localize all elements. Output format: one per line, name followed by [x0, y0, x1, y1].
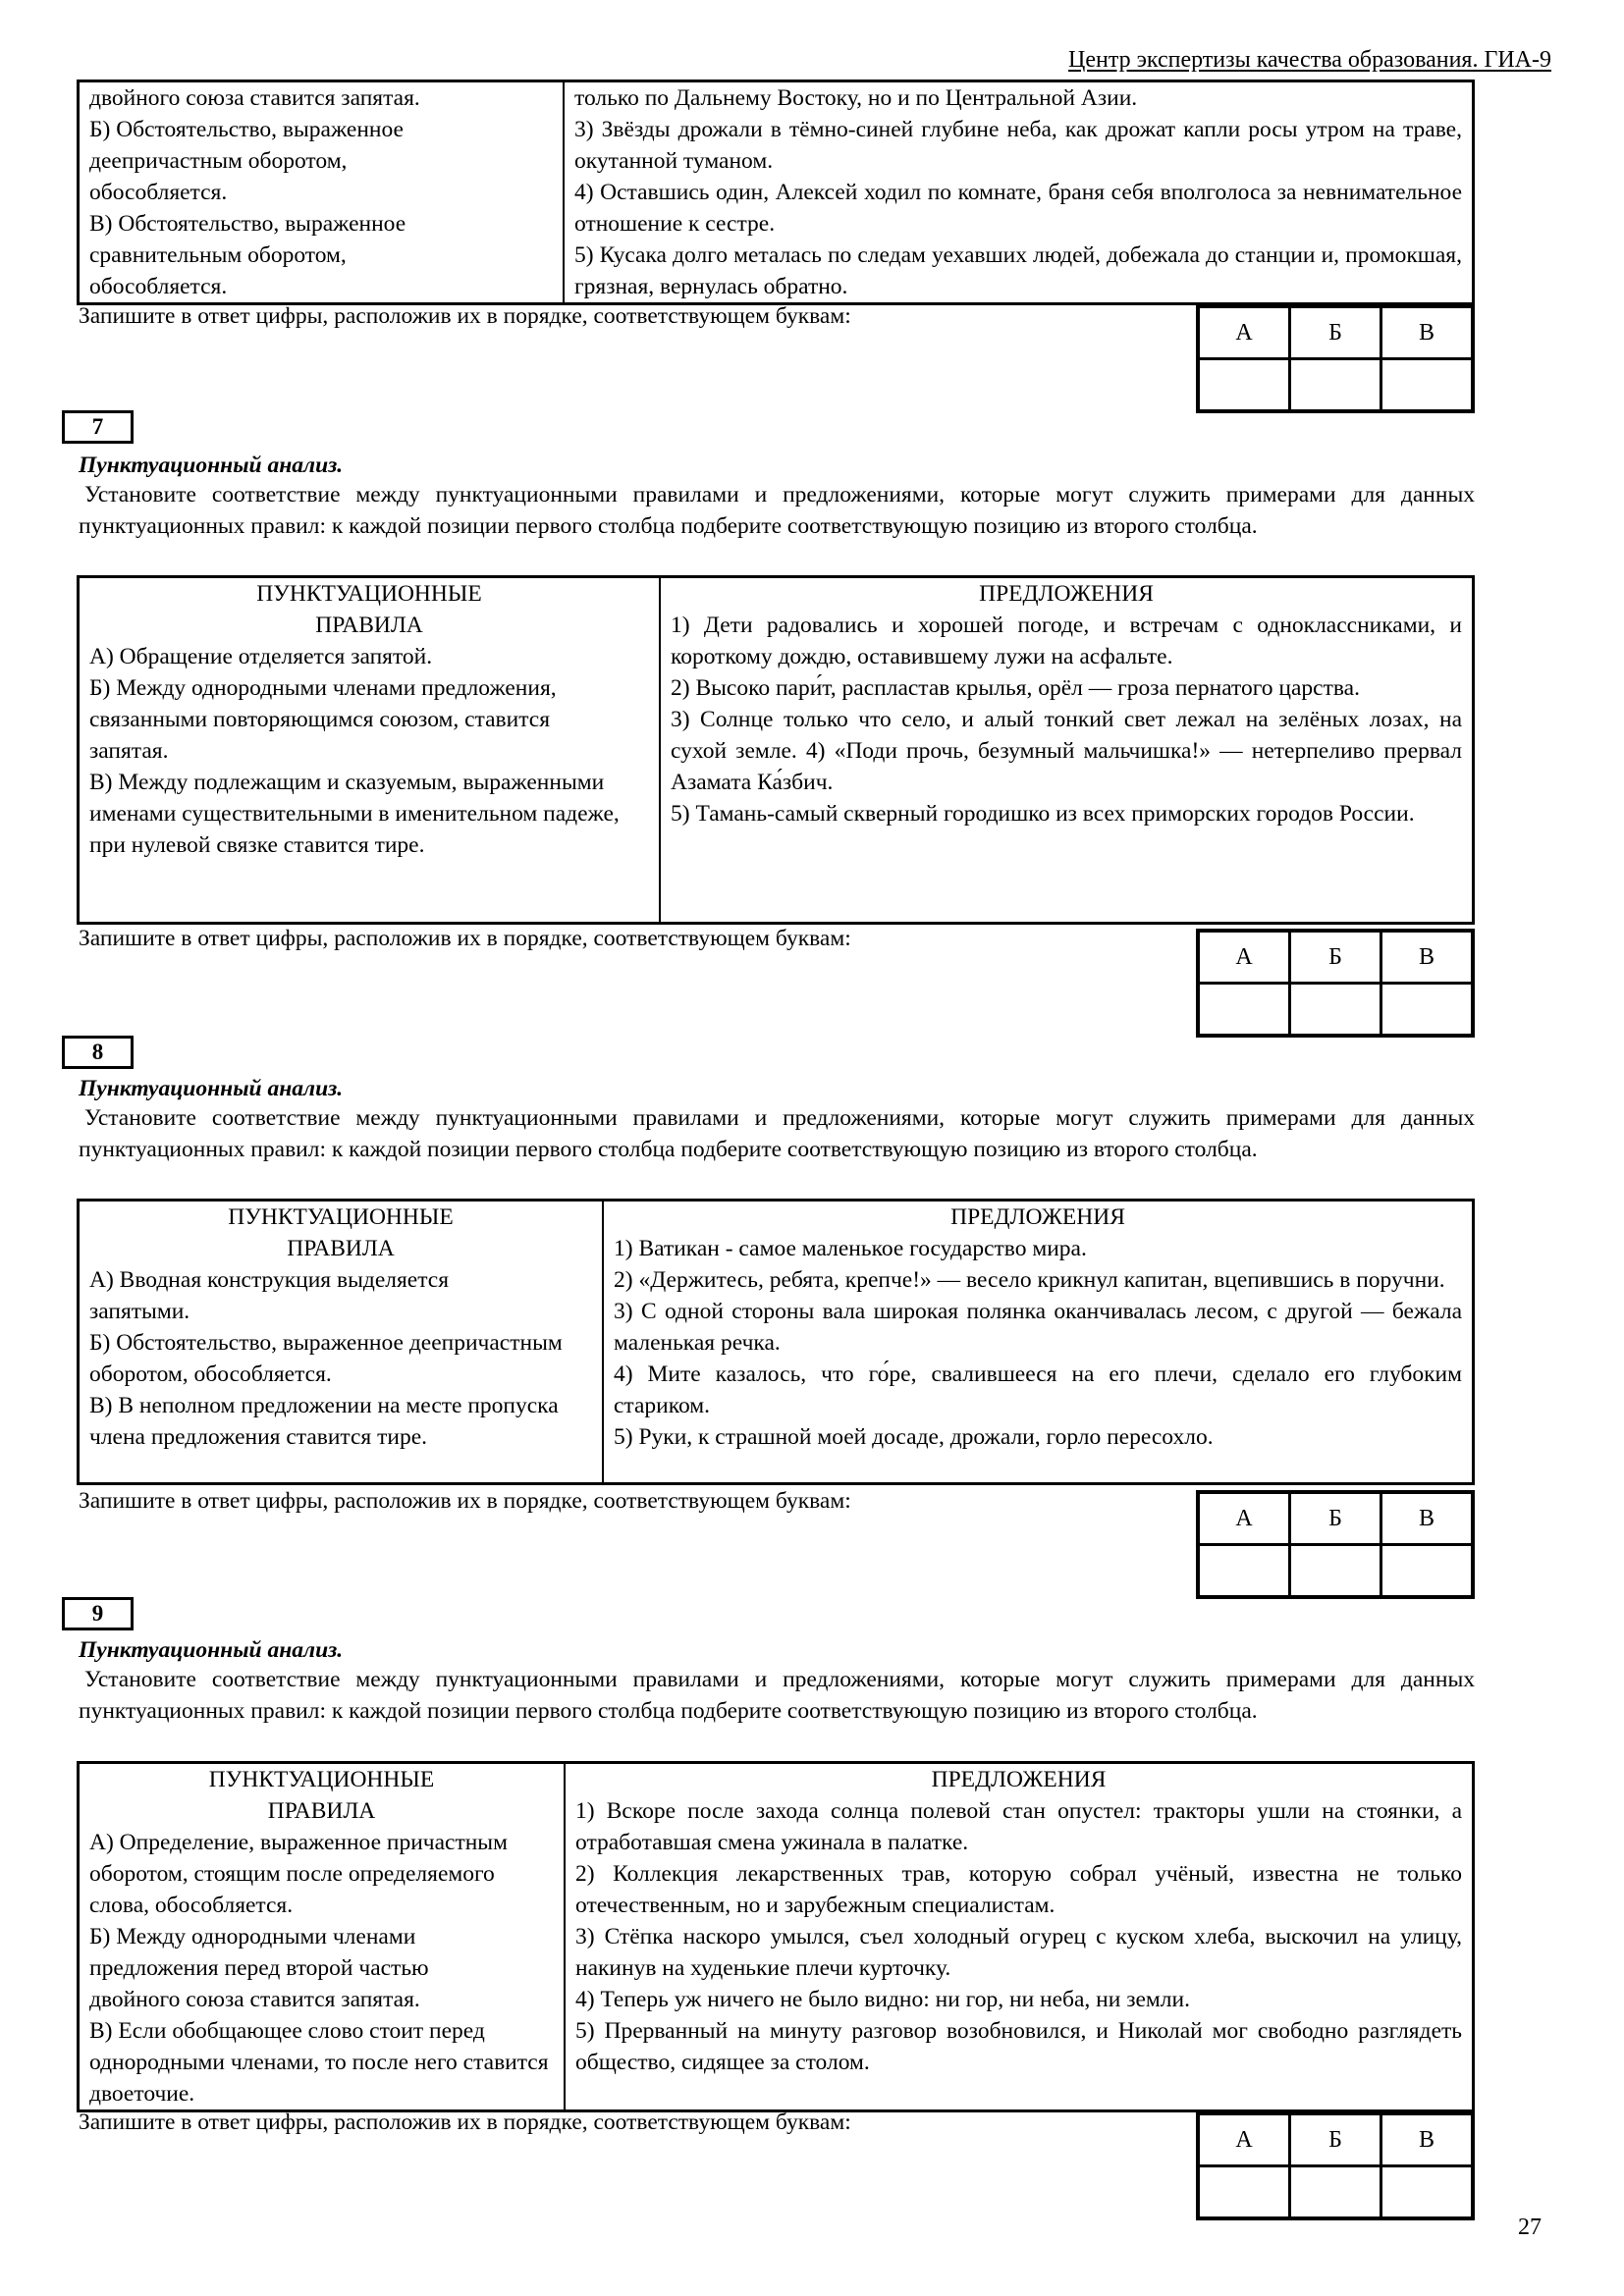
answer-cell-b[interactable] [1290, 984, 1381, 1037]
task-title: Пунктуационный анализ. [79, 1076, 344, 1101]
match-table [77, 1761, 1475, 2112]
sentence-item: 4) Мите казалось, что го́ре, свалившееся на его плечи, сделало его глубоким стариком. [614, 1362, 1462, 1418]
answer-letter-v: В [1380, 306, 1473, 359]
answer-cell-a[interactable] [1198, 359, 1290, 412]
answer-letter-b: Б [1290, 306, 1381, 359]
task-instruction: Установите соответствие между пунктуационными правилами и предложениями, которые могут служить примерами для данных пунктуационных правил: к каждой позиции первого столбца подберите соответствующую позицию из второго столбца. [79, 1667, 1475, 1724]
match-table [77, 1199, 1475, 1485]
rule-item: А) Обращение отделяется запятой. [89, 644, 433, 669]
rule-item: В) Если обобщающее слово стоит перед однородными членами, то после него ставится двоеточие. [89, 2018, 549, 2107]
continued-match-table [77, 80, 1475, 305]
answer-cell-a[interactable] [1198, 2166, 1290, 2219]
task-instruction: Установите соответствие между пунктуационными правилами и предложениями, которые могут служить примерами для данных пунктуационных правил: к каждой позиции первого столбца подберите соответствующую позицию из второго столбца. [79, 1105, 1475, 1162]
task-number-badge: 8 [62, 1036, 134, 1069]
answer-grid [1196, 2111, 1475, 2220]
answer-letter-v: В [1380, 931, 1473, 984]
task-title: Пунктуационный анализ. [79, 1637, 344, 1663]
rule-item: Б) Обстоятельство, выраженное деепричастным оборотом, обособляется. [89, 117, 404, 205]
answer-cell-a[interactable] [1198, 1545, 1290, 1598]
rule-item: В) В неполном предложении на месте пропуска члена предложения ставится тире. [89, 1393, 559, 1450]
sentences-column [660, 577, 1474, 924]
rules-column [79, 81, 565, 304]
sentence-item: 5) Руки, к страшной моей досаде, дрожали, горло пересохло. [614, 1424, 1214, 1450]
answer-letter-a: А [1198, 1492, 1290, 1545]
answer-letter-a: А [1198, 306, 1290, 359]
sentence-item: 5) Прерванный на минуту разговор возобновился, и Николай мог свободно разглядеть общество, сидящее за столом. [575, 2018, 1462, 2075]
sentence-item: 3) С одной стороны вала широкая полянка оканчивалась лесом, с другой — бежала маленькая речка. [614, 1299, 1462, 1356]
rules-column-header: ПУНКТУАЦИОННЫЕ ПРАВИЛА [228, 1204, 454, 1261]
answer-cell-v[interactable] [1380, 359, 1473, 412]
rule-item: Б) Между однородными членами предложения перед второй частью двойного союза ставится запятая. [89, 1924, 429, 2012]
sentence-item: 2) «Держитесь, ребята, крепче!» — весело крикнул капитан, вцепившись в поручни. [614, 1267, 1445, 1293]
rules-column [79, 1201, 604, 1484]
task-number-badge: 9 [62, 1597, 134, 1630]
sentences-column-header: ПРЕДЛОЖЕНИЯ [979, 581, 1154, 607]
answer-letter-b: Б [1290, 931, 1381, 984]
sentence-item: 5) Кусака долго металась по следам уехавших людей, добежала до станции и, промокшая, грязная, вернулась обратно. [574, 242, 1462, 299]
answer-prompt: Запишите в ответ цифры, расположив их в порядке, соответствующем буквам: [79, 926, 851, 951]
rules-column-header: ПУНКТУАЦИОННЫЕ ПРАВИЛА [208, 1767, 435, 1824]
answer-cell-b[interactable] [1290, 2166, 1381, 2219]
sentence-item: 2) Коллекция лекарственных трав, которую собрал учёный, известна не только отечественным, но и зарубежным специалистам. [575, 1861, 1462, 1918]
sentence-item: только по Дальнему Востоку, но и по Центральной Азии. [574, 85, 1138, 111]
sentence-item: 5) Тамань-самый скверный городишко из всех приморских городов России. [671, 801, 1415, 827]
answer-cell-b[interactable] [1290, 1545, 1381, 1598]
answer-cell-v[interactable] [1380, 1545, 1473, 1598]
task-instruction: Установите соответствие между пунктуационными правилами и предложениями, которые могут служить примерами для данных пунктуационных правил: к каждой позиции первого столбца подберите соответствующую позицию из второго столбца. [79, 482, 1475, 539]
rule-item: двойного союза ставится запятая. [89, 85, 420, 111]
rule-item: В) Между подлежащим и сказуемым, выраженными именами существительными в именительном падеже, при нулевой связке ставится тире. [89, 770, 620, 858]
rules-column [79, 1763, 566, 2111]
answer-prompt: Запишите в ответ цифры, расположив их в порядке, соответствующем буквам: [79, 303, 851, 329]
sentence-item: 3) Звёзды дрожали в тёмно-синей глубине неба, как дрожат капли росы утром на траве, окутанной туманом. [574, 117, 1462, 174]
sentence-item: 3) Стёпка наскоро умылся, съел холодный огурец с куском хлеба, выскочил на улицу, накинув на худенькие плечи курточку. [575, 1924, 1462, 1981]
sentence-item: 1) Дети радовались и хорошей погоде, и встречам с одноклассниками, и короткому дождю, оставившему лужи на асфальте. [671, 613, 1462, 669]
rule-item: Б) Обстоятельство, выраженное деепричастным оборотом, обособляется. [89, 1330, 563, 1387]
answer-letter-a: А [1198, 931, 1290, 984]
sentences-column-header: ПРЕДЛОЖЕНИЯ [931, 1767, 1107, 1792]
task-title: Пунктуационный анализ. [79, 453, 344, 478]
answer-cell-v[interactable] [1380, 2166, 1473, 2219]
answer-cell-b[interactable] [1290, 359, 1381, 412]
rules-column [79, 577, 661, 924]
page-header: Центр экспертизы качества образования. ГИА-9 [1068, 47, 1551, 73]
answer-prompt: Запишите в ответ цифры, расположив их в порядке, соответствующем буквам: [79, 1488, 851, 1514]
answer-letter-b: Б [1290, 2113, 1381, 2166]
answer-prompt: Запишите в ответ цифры, расположив их в порядке, соответствующем буквам: [79, 2109, 851, 2135]
rule-item: А) Определение, выраженное причастным оборотом, стоящим после определяемого слова, обособляется. [89, 1830, 508, 1918]
rule-item: Б) Между однородными членами предложения, связанными повторяющимся союзом, ставится запятая. [89, 675, 557, 764]
sentence-item: 4) Теперь уж ничего не было видно: ни гор, ни неба, ни земли. [575, 1987, 1190, 2012]
answer-letter-v: В [1380, 2113, 1473, 2166]
sentences-column [564, 81, 1474, 304]
match-table [77, 575, 1475, 925]
task-number-badge: 7 [62, 410, 134, 444]
sentence-item: 3) Солнце только что село, и алый тонкий свет лежал на зелёных лозах, на сухой земле. 4) «Поди прочь, безумный мальчишка!» — нетерпеливо прервал Азамата Ка́збич. [671, 707, 1462, 795]
answer-grid [1196, 1490, 1475, 1599]
answer-letter-b: Б [1290, 1492, 1381, 1545]
sentence-item: 1) Ватикан - самое маленькое государство мира. [614, 1236, 1087, 1261]
sentence-item: 4) Оставшись один, Алексей ходил по комнате, браня себя вполголоса за невнимательное отношение к сестре. [574, 180, 1462, 237]
rules-column-header: ПУНКТУАЦИОННЫЕ ПРАВИЛА [256, 581, 482, 638]
answer-grid [1196, 304, 1475, 413]
sentences-column-header: ПРЕДЛОЖЕНИЯ [950, 1204, 1125, 1230]
answer-cell-v[interactable] [1380, 984, 1473, 1037]
sentences-column [565, 1763, 1474, 2111]
answer-cell-a[interactable] [1198, 984, 1290, 1037]
answer-grid [1196, 929, 1475, 1038]
rule-item: В) Обстоятельство, выраженное сравнительным оборотом, обособляется. [89, 211, 406, 299]
sentence-item: 2) Высоко пари́т, распластав крылья, орёл — гроза пернатого царства. [671, 675, 1360, 701]
page-number: 27 [1518, 2215, 1542, 2240]
answer-letter-v: В [1380, 1492, 1473, 1545]
rule-item: А) Вводная конструкция выделяется запятыми. [89, 1267, 450, 1324]
sentences-column [603, 1201, 1474, 1484]
sentence-item: 1) Вскоре после захода солнца полевой стан опустел: тракторы ушли на стоянки, а отработавшая смена ужинала в палатке. [575, 1798, 1462, 1855]
answer-letter-a: А [1198, 2113, 1290, 2166]
